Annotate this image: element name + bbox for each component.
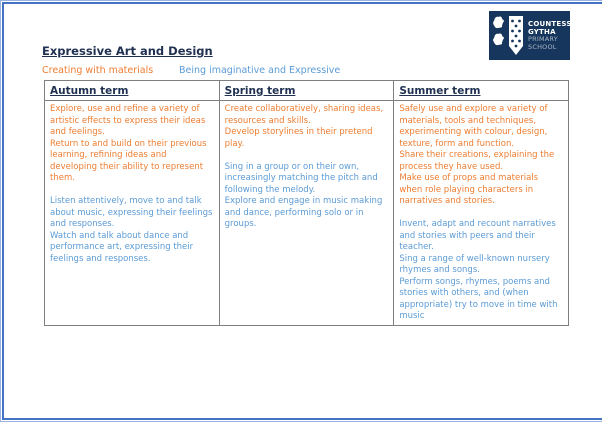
materials-paragraph: Explore, use and refine a variety of artistic effects to express their ideas and feelings. [50, 104, 206, 137]
column-header-autumn: Autumn term [45, 81, 220, 101]
table-cell-autumn [45, 101, 220, 326]
materials-paragraph: Share their creations, explaining the process they have used. [399, 150, 555, 172]
imaginative-paragraph: Listen attentively, move to and talk about music, expressing their feelings and responses. [50, 196, 213, 229]
page-title: Expressive Art and Design [42, 44, 213, 58]
materials-paragraph: Return to and build on their previous learning, refining ideas and developing their ability to represent them. [50, 138, 207, 183]
school-name-line1: COUNTESS [528, 20, 572, 28]
table-header-row [45, 81, 569, 101]
imaginative-paragraph: Sing a range of well-known nursery rhymes and songs. [399, 253, 550, 275]
strand-labels [42, 65, 340, 76]
strand-being-imaginative: Being imaginative and Expressive [179, 65, 341, 76]
school-crest-icon [492, 15, 526, 56]
table-cell-summer [394, 101, 569, 326]
table-cell-spring [219, 101, 394, 326]
school-type-line1: PRIMARY [528, 35, 558, 43]
school-logo-text [528, 20, 572, 51]
imaginative-paragraph: Invent, adapt and recount narratives and stories with peers and their teacher. [399, 219, 556, 252]
school-type-line2: SCHOOL [528, 42, 557, 51]
terms-table [44, 80, 569, 326]
imaginative-paragraph: Explore and engage in music making and dance, performing solo or in groups. [224, 196, 383, 229]
school-name-line2: GYTHA [528, 28, 556, 36]
materials-paragraph: Make use of props and materials when role playing characters in narratives and stories. [399, 173, 539, 206]
materials-paragraph: Develop storylines in their pretend play. [224, 127, 373, 149]
materials-paragraph: Create collaboratively, sharing ideas, resources and skills. [224, 104, 384, 126]
table-body-row [45, 101, 569, 326]
strand-creating-with-materials: Creating with materials [42, 65, 154, 76]
imaginative-paragraph: Watch and talk about dance and performance art, expressing their feelings and responses. [50, 230, 194, 264]
curriculum-document-page [2, 2, 602, 420]
imaginative-paragraph: Sing in a group or on their own, increasingly matching the pitch and following the melody. [224, 161, 378, 195]
school-logo [489, 11, 570, 60]
column-header-summer: Summer term [394, 81, 569, 101]
imaginative-paragraph: Perform songs, rhymes, poems and stories with others, and (when appropriate) try to move in time with music [399, 276, 558, 321]
materials-paragraph: Safely use and explore a variety of materials, tools and techniques, experimenting with colour, design, texture, form and function. [399, 104, 548, 149]
column-header-spring: Spring term [219, 81, 394, 101]
